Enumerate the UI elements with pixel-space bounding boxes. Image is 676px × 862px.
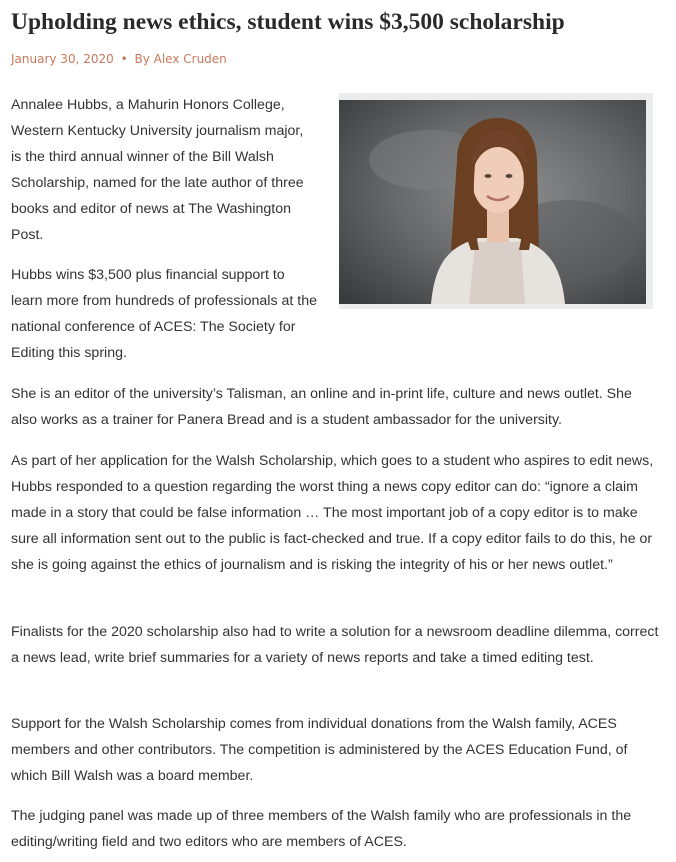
article-date[interactable]: January 30, 2020 (11, 52, 114, 66)
meta-separator: • (120, 52, 128, 66)
paragraph-1: Annalee Hubbs, a Mahurin Honors College, Western Kentucky University journalism major, is the third annual winner of the Bill Walsh Scholarship, named for the late author of three books and editor of news at The Washington Post. (11, 97, 304, 243)
paragraph-4: As part of her application for the Walsh Scholarship, which goes to a student who aspires to edit news, Hubbs responded to a question regarding the worst thing a news copy editor can do: “ignore a claim made in a story that could be false information … The most important job of a copy editor is to make sure all information sent out to the public is fact-checked and true. If a copy editor fails to do this, he or she is going against the ethics of journalism and is risking the integrity of his or her news outlet.” (11, 453, 654, 573)
paragraph-6: Support for the Walsh Scholarship comes from individual donations from the Walsh family, ACES members and other contributors. The competition is administered by the ACES Education Fund, of which Bill Walsh was a board member. (11, 716, 628, 784)
paragraph-2: Hubbs wins $3,500 plus financial support to learn more from hundreds of professionals at the national conference of ACES: The Society for Editing this spring. (11, 267, 317, 361)
paragraph-3: She is an editor of the university’s Talisman, an online and in-print life, culture and news outlet. She also works as a trainer for Panera Bread and is a student ambassador for the university. (11, 386, 632, 428)
article-meta (11, 51, 227, 67)
article-byline[interactable]: By Alex Cruden (134, 52, 227, 66)
student-portrait-photo (339, 100, 646, 304)
paragraph-7: The judging panel was made up of three members of the Walsh family who are professionals in the editing/writing field and two editors who are members of ACES. (11, 808, 632, 850)
photo-frame (339, 93, 653, 309)
article-title: Upholding news ethics, student wins $3,500 scholarship (11, 9, 565, 35)
paragraph-5: Finalists for the 2020 scholarship also had to write a solution for a newsroom deadline dilemma, correct a news lead, write brief summaries for a variety of news reports and take a timed editing test. (11, 624, 659, 666)
